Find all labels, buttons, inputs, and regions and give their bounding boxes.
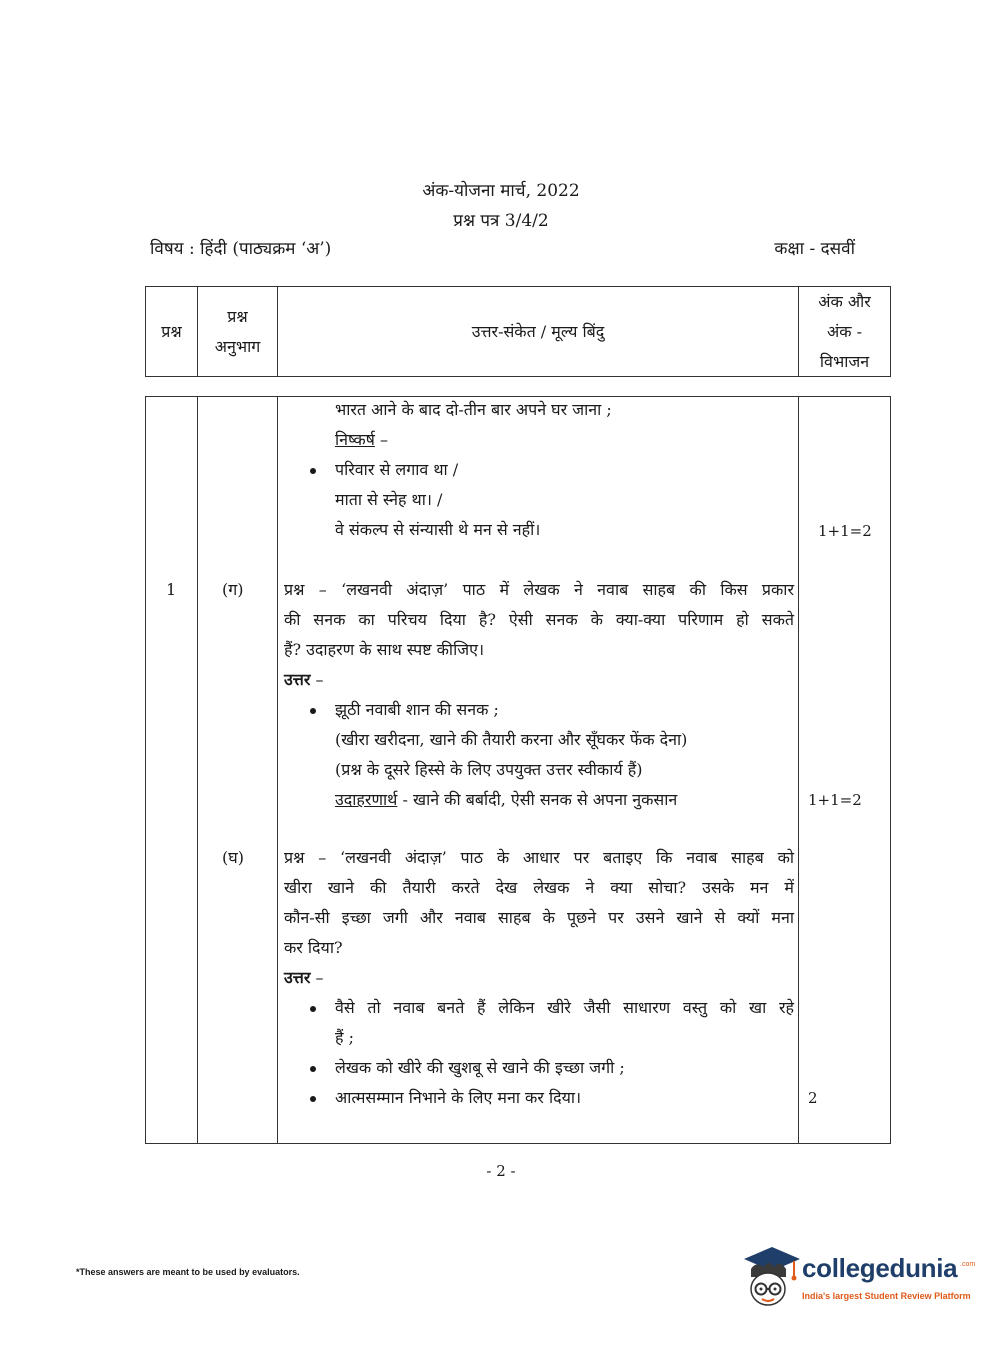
col-marks-line1: अंक और xyxy=(818,292,871,311)
collegedunia-logo xyxy=(742,1245,976,1315)
question-number: 1 xyxy=(166,580,177,599)
bullet xyxy=(310,1066,316,1072)
bullet xyxy=(310,1096,316,1102)
scheme-title: अंक-योजना मार्च, 2022 xyxy=(422,181,580,201)
g-example xyxy=(335,790,677,810)
bullet xyxy=(310,708,316,714)
evaluator-footnote: *These answers are meant to be used by evaluators. xyxy=(76,1267,300,1277)
g-answer-heading xyxy=(284,670,323,690)
subject-label: विषय : हिंदी (पाठ्यक्रम ‘अ’) xyxy=(150,239,332,259)
col-section-line1: प्रश्न xyxy=(227,307,248,326)
col-answer-hints: उत्तर-संकेत / मूल्य बिंदु xyxy=(471,322,605,341)
class-label: कक्षा - दसवीं xyxy=(774,239,855,259)
g-line2: (खीरा खरीदना, खाने की तैयारी करना और सूँघकर फेंक देना) xyxy=(335,730,688,749)
marks-value: 1+1=2 xyxy=(818,522,872,540)
bullet xyxy=(310,1006,316,1012)
section-gh: (घ) xyxy=(222,848,244,867)
divider xyxy=(197,396,198,1144)
g-question-line1: प्रश्न – ‘लखनवी अंदाज़’ पाठ में लेखक ने नवाब साहब की किस प्रकार xyxy=(284,580,794,599)
cont-bullet1: परिवार से लगाव था / xyxy=(335,460,459,479)
logo-tagline: India's largest Student Review Platform xyxy=(802,1291,971,1301)
gh-bullet2: लेखक को खीरे की खुशबू से खाने की इच्छा जगी ; xyxy=(335,1058,625,1077)
answer-label: उत्तर xyxy=(284,968,311,987)
bullet xyxy=(310,468,316,474)
answer-dash: – xyxy=(315,670,324,689)
student-mascot-icon xyxy=(742,1245,802,1309)
divider xyxy=(277,396,278,1144)
cont-line3: माता से स्नेह था। / xyxy=(335,490,443,509)
logo-dotcom: .com xyxy=(960,1261,976,1268)
section-g: (ग) xyxy=(222,580,244,599)
paper-code: प्रश्न पत्र 3/4/2 xyxy=(453,211,549,231)
gh-answer-heading xyxy=(284,968,323,988)
g-question-line3: हैं? उदाहरण के साथ स्पष्ट कीजिए। xyxy=(284,640,485,659)
answer-label: उत्तर xyxy=(284,670,311,689)
logo-wordmark: collegedunia xyxy=(802,1253,958,1283)
example-word: उदाहरणार्थ xyxy=(335,790,398,809)
marks-value: 1+1=2 xyxy=(808,791,862,809)
col-section-line2: अनुभाग xyxy=(214,337,261,356)
col-question: प्रश्न xyxy=(161,322,182,341)
g-bullet1: झूठी नवाबी शान की सनक ; xyxy=(335,700,499,719)
divider xyxy=(798,396,799,1144)
cont-line4: वे संकल्प से संन्यासी थे मन से नहीं। xyxy=(335,520,541,539)
cont-line1: भारत आने के बाद दो-तीन बार अपने घर जाना ; xyxy=(335,400,612,419)
divider xyxy=(197,286,198,377)
nishkarsh-word: निष्कर्ष xyxy=(335,430,375,449)
cont-nishkarsh xyxy=(335,430,388,450)
page-number: - 2 - xyxy=(486,1162,516,1180)
gh-bullet3: आत्मसम्मान निभाने के लिए मना कर दिया। xyxy=(335,1088,582,1107)
marks-value: 2 xyxy=(808,1089,818,1107)
gh-question-line1: प्रश्न – ‘लखनवी अंदाज़’ पाठ के आधार पर बताइए कि नवाब साहब को xyxy=(284,848,794,867)
gh-question-line4: कर दिया? xyxy=(284,938,343,957)
gh-question-line3: कौन-सी इच्छा जगी और नवाब साहब के पूछने पर उसने खाने से क्यों मना xyxy=(284,908,794,927)
g-line3: (प्रश्न के दूसरे हिस्से के लिए उपयुक्त उत्तर स्वीकार्य हैं) xyxy=(335,760,643,779)
col-marks-line2: अंक - xyxy=(826,322,862,341)
gh-bullet1-line2: हैं ; xyxy=(335,1028,354,1047)
gh-question-line2: खीरा खाने की तैयारी करते देख लेखक ने क्या सोचा? उसके मन में xyxy=(284,878,794,897)
example-rest: - खाने की बर्बादी, ऐसी सनक से अपना नुकसान xyxy=(402,790,678,809)
nishkarsh-dash: – xyxy=(379,430,388,449)
gh-bullet1-line1: वैसे तो नवाब बनते हैं लेकिन खीरे जैसी साधारण वस्तु को खा रहे xyxy=(335,998,794,1017)
g-question-line2: की सनक का परिचय दिया है? ऐसी सनक के क्या-क्या परिणाम हो सकते xyxy=(284,610,794,629)
col-marks-line3: विभाजन xyxy=(819,352,870,371)
answer-dash: – xyxy=(315,968,324,987)
